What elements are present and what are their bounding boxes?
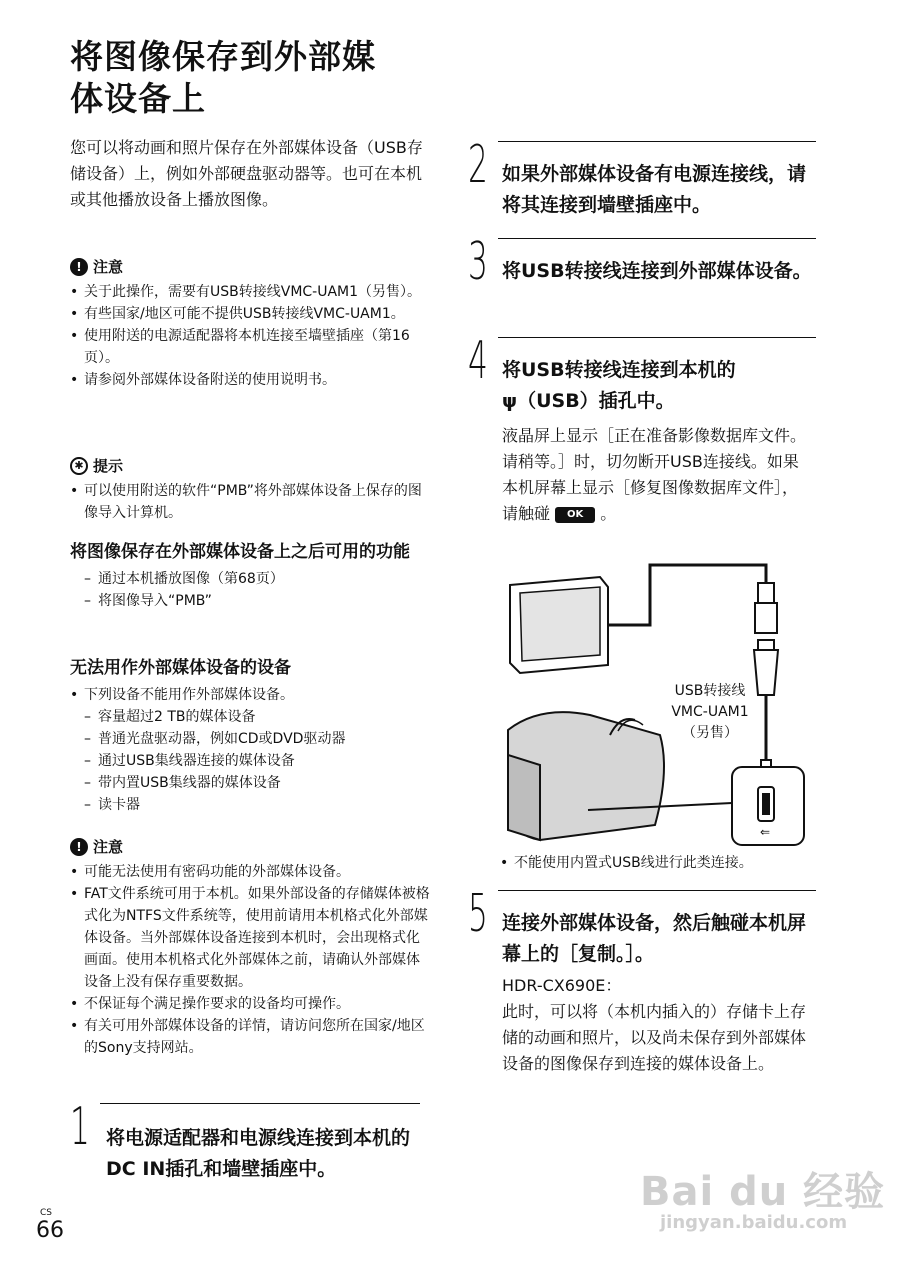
list-item: • 可能无法使用有密码功能的外部媒体设备。 [70,861,430,883]
step-text: 如果外部媒体设备有电源连接线，请将其连接到墙壁插座中。 [502,163,807,216]
cable-label-line-1: USB转接线 [674,683,746,699]
step-4 [468,331,816,557]
intro-paragraph: 您可以将动画和照片保存在外部媒体设备（USB存储设备）上，例如外部硬盘驱动器等。也可在本机或其他播放设备上播放图像。 [70,138,423,209]
list-item: • 有关可用外部媒体设备的详情，请访问您所在国家/地区的Sony支持网站。 [70,1015,430,1059]
step-text-line-1: 将USB转接线连接到本机的 [502,359,736,381]
note-heading: 注意 [93,258,124,276]
title-line-1: 将图像保存到外部媒 [70,37,376,76]
list-item: – 读卡器 [70,794,430,816]
note-section-2 [70,836,430,1059]
list-item: • FAT文件系统可用于本机。如果外部设备的存储媒体被格式化为NTFS文件系统等，使用前请用本机格式化外部媒体设备。当外部媒体设备连接到本机时，会出现格式化画面。使用本机格式化外部媒体之前，请确认外部媒体设备上没有保存重要数据。 [70,883,430,993]
step-text-line-2: ψ（USB）插孔中。 [502,390,675,412]
list-item: • 下列设备不能用作外部媒体设备。 [70,684,430,706]
cable-label-line-3: （另售） [682,725,738,741]
title-line-2: 体设备上 [70,79,206,118]
step-text: 将电源适配器和电源线连接到本机的DC IN插孔和墙壁插座中。 [106,1127,411,1180]
step-body-text: 液晶屏上显示［正在准备影像数据库文件。请稍等。］时，切勿断开USB连接线。如果本机屏幕上显示［修复图像数据库文件］，请触碰 [502,426,807,523]
page-title [70,36,450,120]
connection-diagram [500,555,820,850]
step-number: 4 [468,331,488,391]
step-body: 此时，可以将（本机内插入的）存储卡上存储的动画和照片，以及尚未保存到外部媒体设备的图像保存到连接的媒体设备上。 [502,1002,807,1073]
step-number: 5 [468,884,488,944]
list-item: – 带内置USB集线器的媒体设备 [70,772,430,794]
step-number: 1 [70,1097,90,1157]
usb-symbol-icon: ⇐ [760,825,771,839]
note-heading: 注意 [93,838,124,856]
step-1 [70,1097,420,1183]
tip-heading: 提示 [93,457,124,475]
step-3 [468,232,816,328]
lightbulb-icon: ✱ [70,457,88,475]
page-number: 66 [36,1218,64,1243]
cable-label [650,681,770,744]
list-item: • 请参阅外部媒体设备附送的使用说明书。 [70,369,430,391]
list-item: • 不保证每个满足操作要求的设备均可操作。 [70,993,430,1015]
unusable-heading: 无法用作外部媒体设备的设备 [70,658,291,678]
tip-section [70,455,430,524]
functions-section [70,540,430,612]
list-item: • 可以使用附送的软件“PMB”将外部媒体设备上保存的图像导入计算机。 [70,480,430,524]
step-body [502,423,808,527]
list-item: • 关于此操作，需要有USB转接线VMC-UAM1（另售）。 [70,281,430,303]
list-item: – 通过本机播放图像（第68页） [70,568,430,590]
list-item: – 容量超过2 TB的媒体设备 [70,706,430,728]
step-text: 将USB转接线连接到外部媒体设备。 [502,260,812,282]
step-5 [468,884,816,1110]
step-text: 连接外部媒体设备，然后触碰本机屏幕上的［复制。］。 [502,912,807,965]
watermark-logo: Bai du 经验 [640,1169,886,1215]
model-name: HDR-CX690E： [502,976,622,995]
list-item: – 将图像导入“PMB” [70,590,430,612]
list-item: • 使用附送的电源适配器将本机连接至墙壁插座（第16页）。 [70,325,430,369]
list-item: – 普通光盘驱动器，例如CD或DVD驱动器 [70,728,430,750]
ok-button[interactable]: OK [555,507,595,523]
caution-icon: ! [70,838,88,856]
page-language: CS [40,1208,52,1218]
caution-icon: ! [70,258,88,276]
step-number: 3 [468,232,488,292]
diagram-caption: • 不能使用内置式USB线进行此类连接。 [500,852,820,874]
list-item: – 通过USB集线器连接的媒体设备 [70,750,430,772]
list-item: • 有些国家/地区可能不提供USB转接线VMC-UAM1。 [70,303,430,325]
note-section-1 [70,256,430,391]
step-body-end: 。 [600,504,617,523]
step-number: 2 [468,135,488,195]
usb-plug-icon [754,583,778,695]
cable-label-line-2: VMC-UAM1 [671,704,749,720]
external-drive-icon [510,577,608,673]
watermark-url: jingyan.baidu.com [660,1212,848,1233]
step-2 [468,135,816,231]
camcorder-icon [508,712,664,840]
unusable-section [70,656,430,816]
functions-heading: 将图像保存在外部媒体设备上之后可用的功能 [70,542,410,562]
